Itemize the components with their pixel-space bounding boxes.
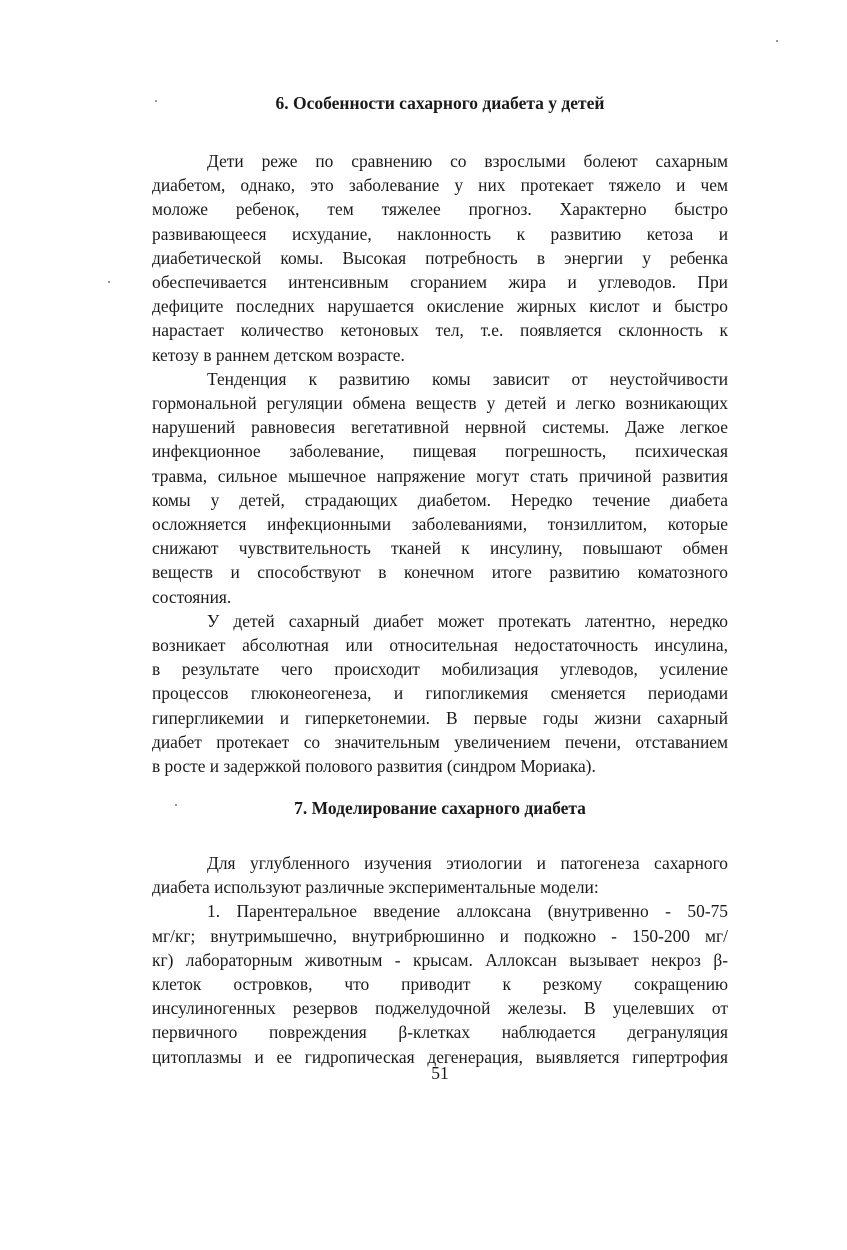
scan-speck bbox=[155, 100, 157, 102]
scan-speck bbox=[108, 281, 110, 283]
text-line: диабет протекает со значительным увеличением печени, отставанием bbox=[152, 731, 728, 752]
text-line: процессов глюконеогенеза, и гипогликемия сменяется периодами bbox=[152, 683, 728, 704]
text-line: комы у детей, страдающих диабетом. Нередко течение диабета bbox=[152, 489, 728, 510]
text-line: клеток островков, что приводит к резкому сокращению bbox=[152, 974, 728, 994]
text-line: нарушений равновесия вегетативной нервной системы. Даже легкое bbox=[152, 417, 728, 438]
text-line: состояния. bbox=[152, 586, 232, 607]
text-line: моложе ребенок, тем тяжелее прогноз. Характерно быстро bbox=[152, 199, 728, 220]
text-line: гипергликемии и гиперкетонемии. В первые годы жизни сахарный bbox=[152, 707, 728, 728]
text-line: развивающееся исхудание, наклонность к развитию кетоза и bbox=[152, 223, 728, 244]
text-line: возникает абсолютная или относительная недостаточность инсулина, bbox=[152, 635, 728, 655]
text-line: 1. Парентеральное введение аллоксана (внутривенно - 50-75 bbox=[207, 901, 728, 922]
text-line: в росте и задержкой полового развития (синдром Мориака). bbox=[152, 756, 596, 776]
text-line: первичного повреждения β-клетках наблюдается дегрануляция bbox=[152, 1022, 728, 1043]
text-line: обеспечивается интенсивным сгоранием жира и углеводов. При bbox=[152, 272, 728, 292]
text-line: У детей сахарный диабет может протекать латентно, нередко bbox=[207, 610, 728, 631]
text-line: веществ и способствуют в конечном итоге развитию коматозного bbox=[152, 562, 728, 583]
section-7-title: 7. Моделирование сахарного диабета bbox=[294, 798, 586, 818]
text-line: мг/кг; внутримышечно, внутрибрюшинно и подкожно - 150-200 мг/ bbox=[152, 925, 728, 946]
text-line: дефиците последних нарушается окисление жирных кислот и быстро bbox=[152, 296, 728, 317]
text-line: диабетом, однако, это заболевание у них протекает тяжело и чем bbox=[152, 175, 728, 196]
text-line: нарастает количество кетоновых тел, т.е. появляется склонность к bbox=[152, 320, 728, 341]
text-line: осложняется инфекционными заболеваниями, тонзиллитом, которые bbox=[152, 514, 728, 534]
text-line: инсулиногенных резервов поджелудочной железы. В уцелевших от bbox=[152, 998, 728, 1019]
text-line: гормональной регуляции обмена веществ у детей и легко возникающих bbox=[152, 393, 728, 413]
text-line: травма, сильное мышечное напряжение могут стать причиной развития bbox=[152, 465, 728, 486]
text-line: Тенденция к развитию комы зависит от неустойчивости bbox=[207, 368, 728, 389]
text-line: Дети реже по сравнению со взрослыми болеют сахарным bbox=[207, 151, 728, 171]
section-6-title: 6. Особенности сахарного диабета у детей bbox=[275, 93, 605, 113]
text-line: цитоплазмы и ее гидропическая дегенерация, выявляется гипертрофия bbox=[152, 1046, 728, 1067]
text-line: диабета используют различные экспериментальные модели: bbox=[152, 877, 599, 898]
text-line: кг) лабораторным животным - крысам. Аллоксан вызывает некроз β- bbox=[152, 949, 728, 970]
text-line: Для углубленного изучения этиологии и патогенеза сахарного bbox=[207, 853, 728, 873]
text-line: инфекционное заболевание, пищевая погрешность, психическая bbox=[152, 441, 728, 462]
page-number: 51 bbox=[431, 1063, 449, 1083]
text-line: кетозу в раннем детском возрасте. bbox=[152, 344, 405, 365]
scan-speck bbox=[175, 804, 177, 806]
scan-speck bbox=[776, 40, 778, 42]
text-line: снижают чувствительность тканей к инсулину, повышают обмен bbox=[152, 538, 728, 559]
text-line: диабетической комы. Высокая потребность в энергии у ребенка bbox=[152, 247, 728, 268]
text-line: в результате чего происходит мобилизация углеводов, усиление bbox=[152, 659, 728, 680]
